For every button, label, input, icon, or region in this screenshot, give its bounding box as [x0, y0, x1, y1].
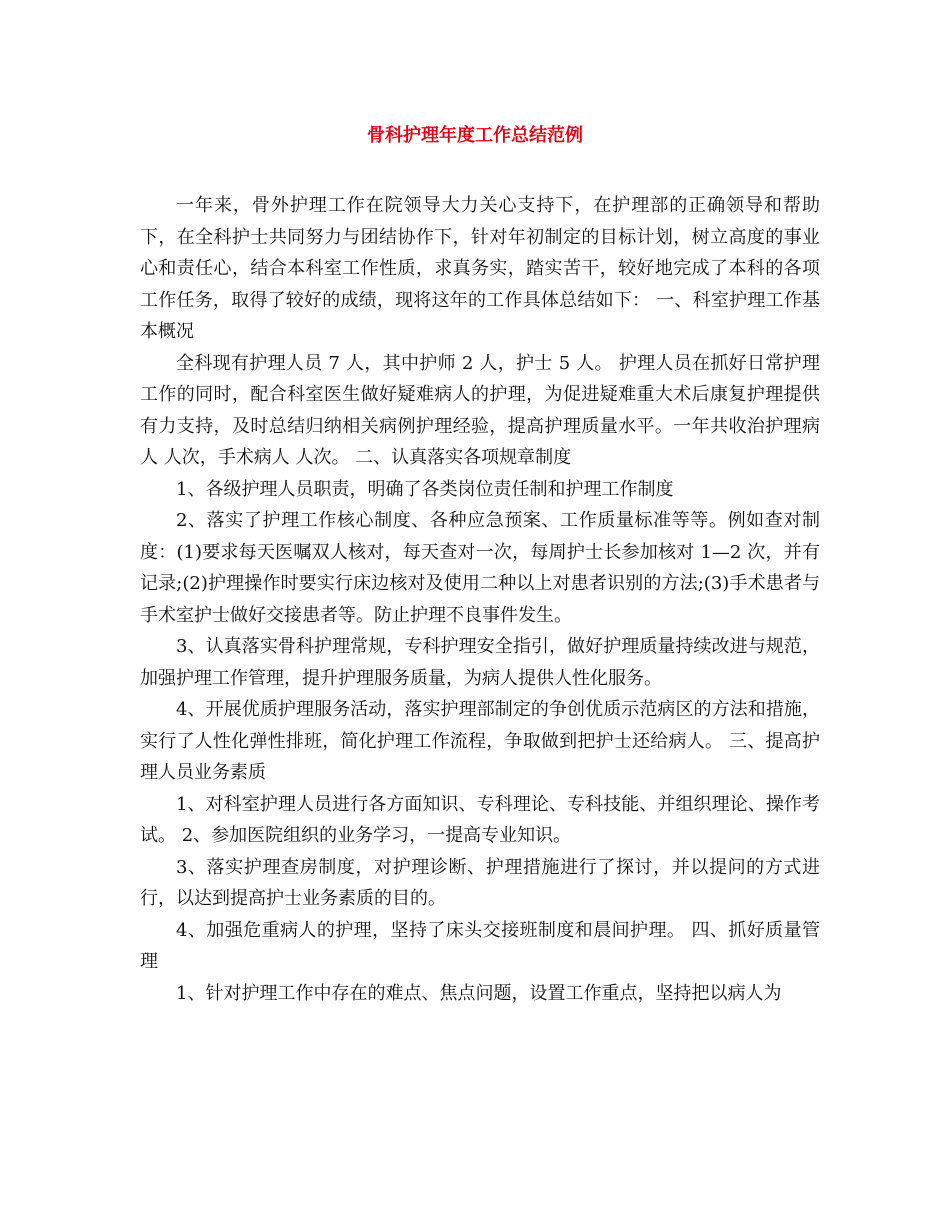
paragraph: 1、各级护理人员职责，明确了各类岗位责任制和护理工作制度 — [176, 478, 674, 500]
paragraph: 2、落实了护理工作核心制度、各种应急预案、工作质量标准等等。例如查对制度：(1)要求每天医嘱双人核对，每天查对一次，每周护士长参加核对 1—2 次，并有记录;(2)护理操作时要实行床边核对及使用二种以上对患者识别的方法;(3)手术患者与手术室护士做好交接患者等。防止护理不良事件发生。 — [140, 510, 820, 626]
paragraph: 3、落实护理查房制度，对护理诊断、护理措施进行了探讨，并以提问的方式进行，以达到提高护士业务素质的目的。 — [140, 856, 820, 909]
paragraph: 4、加强危重病人的护理，坚持了床头交接班制度和晨间护理。 四、抓好质量管理 — [140, 919, 820, 972]
paragraph: 4、开展优质护理服务活动，落实护理部制定的争创优质示范病区的方法和措施，实行了人性化弹性排班，简化护理工作流程，争取做到把护士还给病人。 三、提高护理人员业务素质 — [140, 699, 820, 783]
paragraph: 全科现有护理人员 7 人，其中护师 2 人，护士 5 人。 护理人员在抓好日常护理工作的同时，配合科室医生做好疑难病人的护理，为促进疑难重大术后康复护理提供有力支持，及时总结归纳相关病例护理经验，提高护理质量水平。一年共收治护理病人 人次，手术病人 人次。 二、认真落实各项规章制度 — [140, 352, 820, 468]
paragraph: 3、认真落实骨科护理常规，专科护理安全指引，做好护理质量持续改进与规范，加强护理工作管理，提升护理服务质量，为病人提供人性化服务。 — [140, 636, 820, 689]
document-body — [140, 190, 820, 1009]
paragraph: 一年来，骨外护理工作在院领导大力关心支持下，在护理部的正确领导和帮助下，在全科护士共同努力与团结协作下，针对年初制定的目标计划，树立高度的事业心和责任心，结合本科室工作性质，求真务实，踏实苦干，较好地完成了本科的各项工作任务，取得了较好的成绩，现将这年的工作具体总结如下： 一、科室护理工作基本概况 — [140, 195, 820, 342]
paragraph: 1、针对护理工作中存在的难点、焦点问题，设置工作重点，坚持把以病人为 — [176, 982, 782, 1004]
document-title: 骨科护理年度工作总结范例 — [367, 125, 583, 146]
paragraph: 1、对科室护理人员进行各方面知识、专科理论、专科技能、并组织理论、操作考试。 2、参加医院组织的业务学习，一提高专业知识。 — [140, 793, 820, 846]
